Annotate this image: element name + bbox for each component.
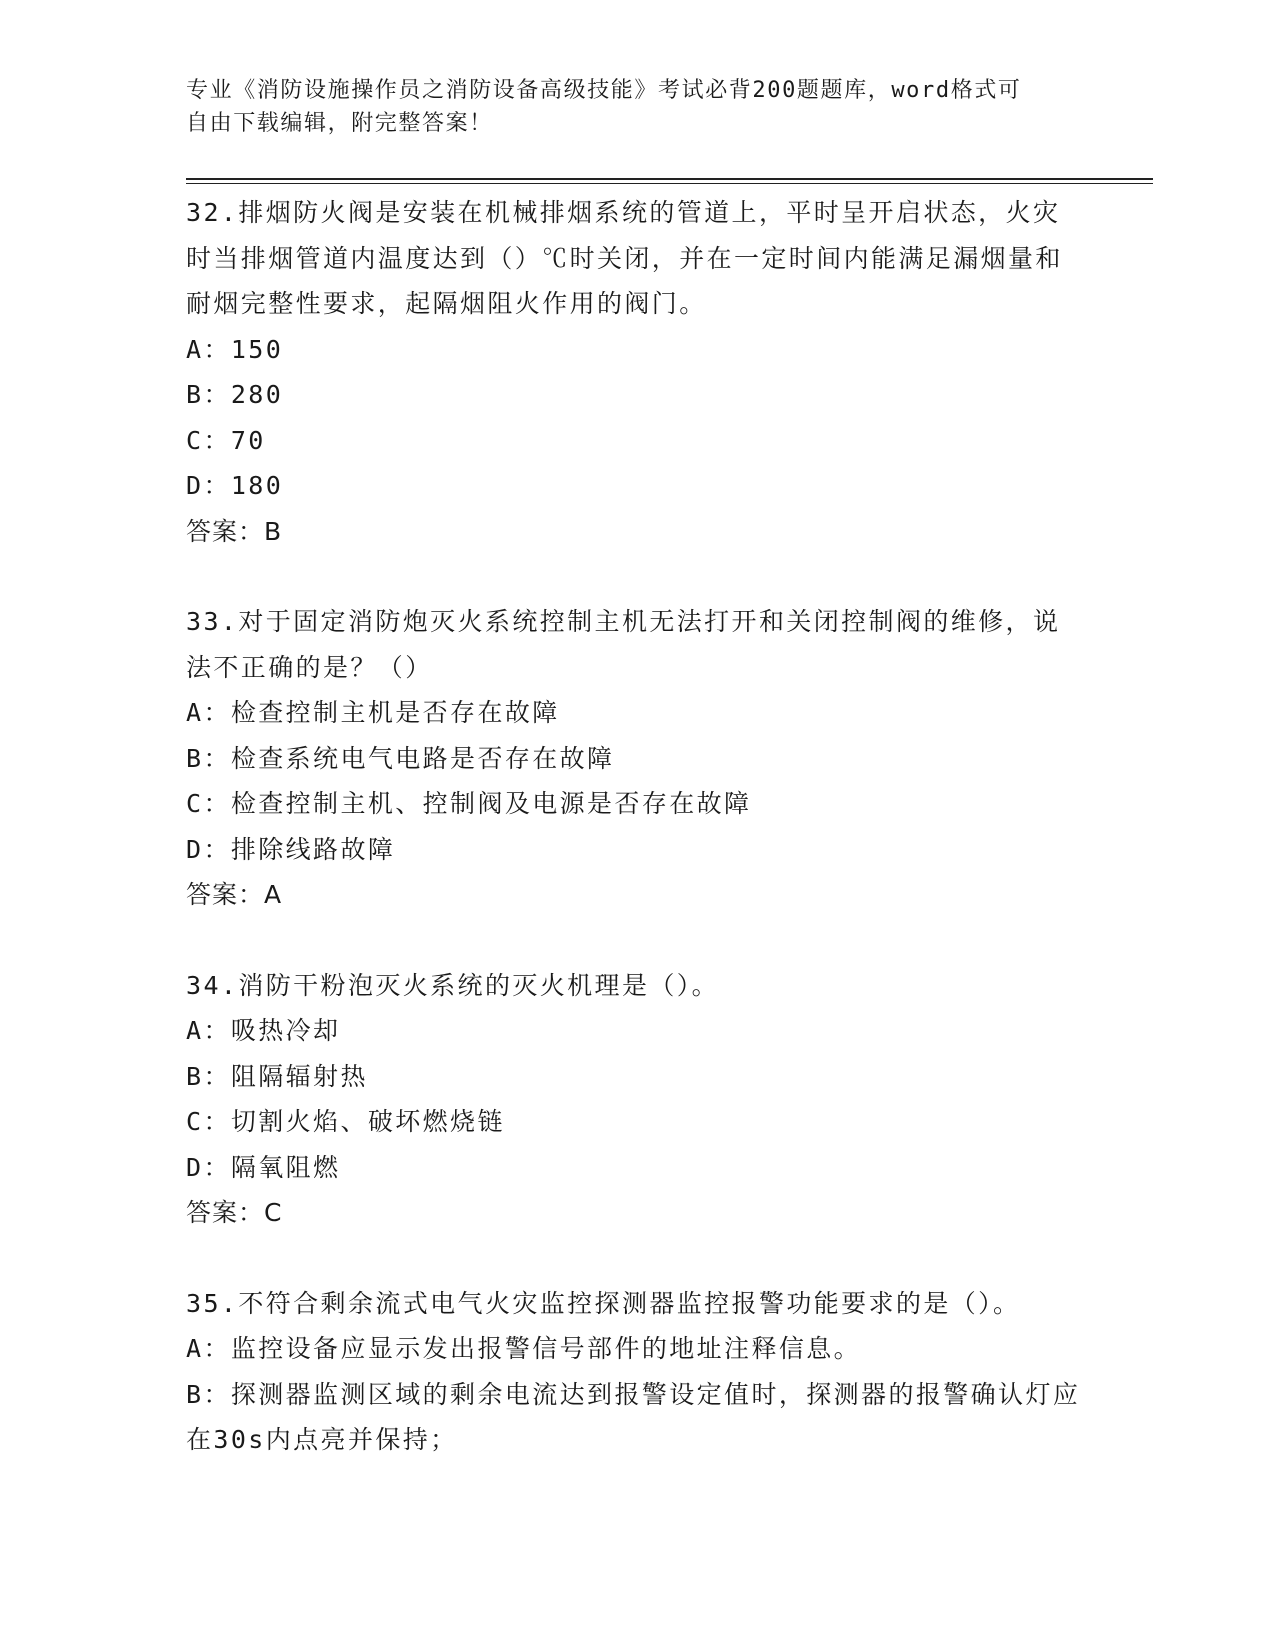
option-d: D：180: [186, 471, 284, 500]
question-stem: 35.不符合剩余流式电气火灾监控探测器监控报警功能要求的是（）。: [186, 1288, 1021, 1318]
header-line-2: 自由下载编辑，附完整答案！: [186, 111, 493, 136]
question-stem: 33.对于固定消防炮灭火系统控制主机无法打开和关闭控制阀的维修，说法不正确的是？（）: [186, 607, 1061, 682]
option-a: A：监控设备应显示发出报警信号部件的地址注释信息。: [186, 1334, 862, 1363]
header-divider-thin: [186, 183, 1153, 184]
option-b: B：阻隔辐射热: [186, 1061, 368, 1091]
option-d: D：隔氧阻燃: [186, 1152, 341, 1182]
option-c: C：70: [186, 425, 266, 455]
question-35: [186, 1281, 1086, 1463]
document-header: [186, 74, 1066, 140]
question-33: [186, 599, 1086, 918]
option-a: A：150: [186, 334, 284, 364]
option-b: B：探测器监测区域的剩余电流达到报警设定值时，探测器的报警确认灯应在30s内点亮并保持；: [186, 1379, 1081, 1454]
option-c: C：检查控制主机、控制阀及电源是否存在故障: [186, 789, 752, 818]
question-list: [186, 190, 1086, 1463]
question-32: [186, 190, 1086, 554]
header-divider-thick: [186, 178, 1153, 180]
option-b: B：280: [186, 380, 284, 409]
answer-line: 答案：A: [186, 880, 283, 909]
option-a: A：吸热冷却: [186, 1016, 341, 1045]
question-stem: 32.排烟防火阀是安装在机械排烟系统的管道上，平时呈开启状态，火灾时当排烟管道内温度达到（）℃时关闭，并在一定时间内能满足漏烟量和耐烟完整性要求，起隔烟阻火作用的阀门。: [186, 198, 1063, 318]
header-line-1: 专业《消防设施操作员之消防设备高级技能》考试必背200题题库，word格式可: [186, 78, 1022, 103]
option-a: A：检查控制主机是否存在故障: [186, 698, 560, 727]
option-c: C：切割火焰、破坏燃烧链: [186, 1107, 505, 1136]
answer-line: 答案：B: [186, 516, 283, 546]
question-34: [186, 963, 1086, 1236]
question-stem: 34.消防干粉泡灭火系统的灭火机理是（）。: [186, 970, 720, 1000]
answer-line: 答案：C: [186, 1198, 283, 1227]
option-b: B：检查系统电气电路是否存在故障: [186, 743, 615, 773]
option-d: D：排除线路故障: [186, 834, 396, 864]
